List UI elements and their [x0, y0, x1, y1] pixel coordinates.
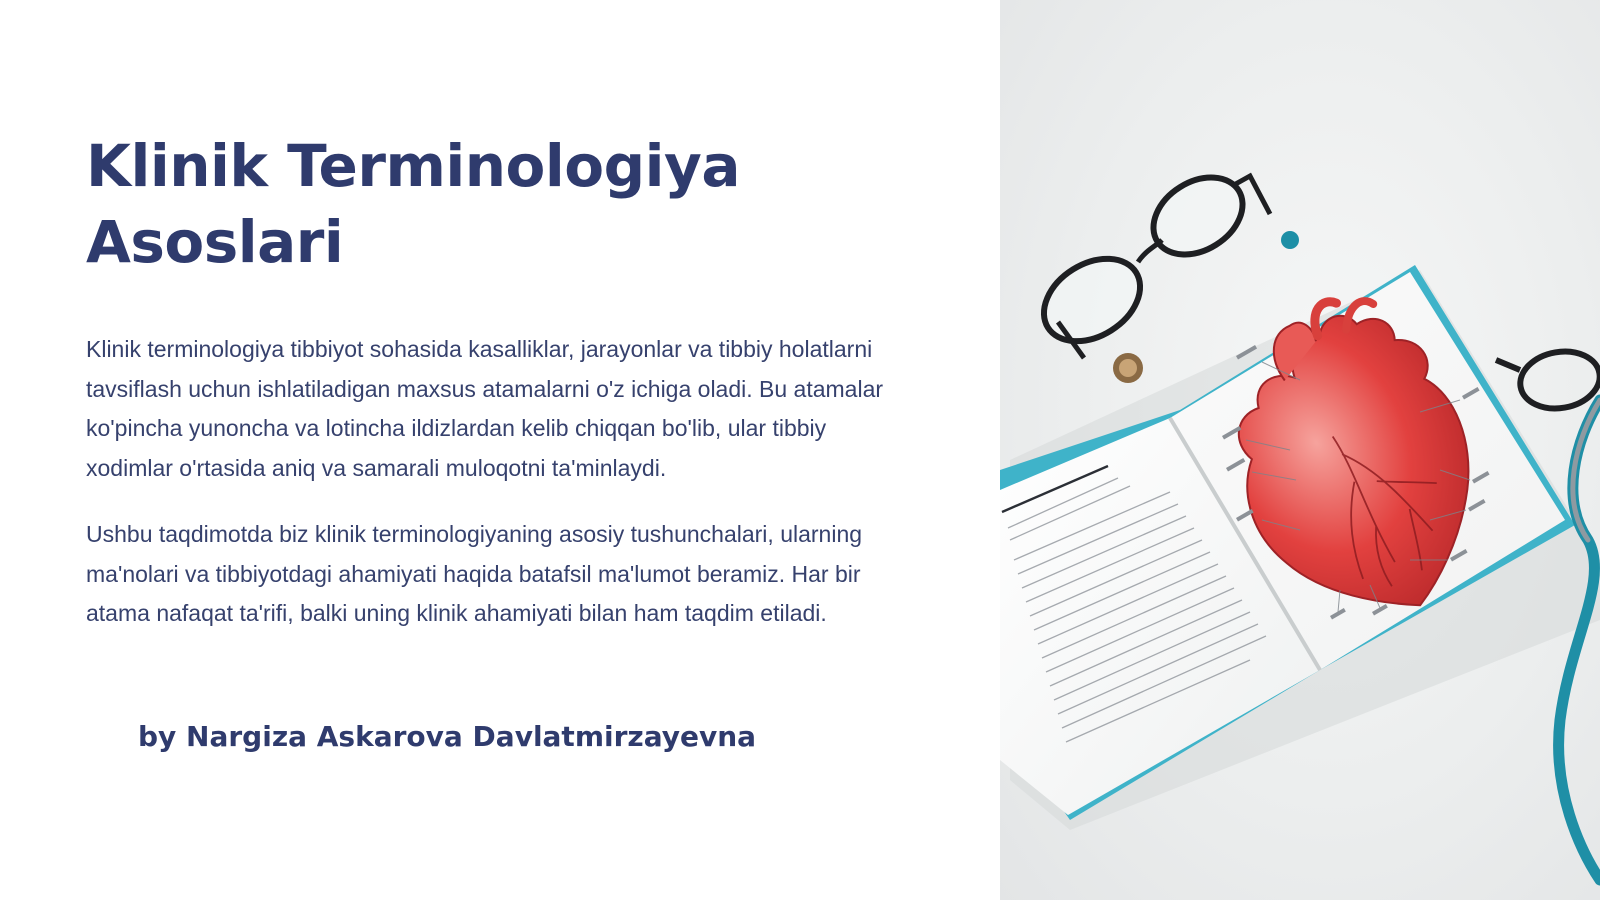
title-line-2: Asoslari [86, 208, 344, 276]
intro-paragraph: Klinik terminologiya tibbiyot sohasida kasalliklar, jarayonlar va tibbiy holatlarni tavsiflash uchun ishlatiladigan maxsus atamalarni o'z ichiga oladi. Bu atamalar ko'pincha yunoncha va lotincha ildizlardan kelib chiqqan bo'lib, ular tibbiy xodimlar o'rtasida aniq va samarali muloqotni ta'minlaydi. [86, 336, 884, 481]
overview-paragraph: Ushbu taqdimotda biz klinik terminologiyaning asosiy tushunchalari, ularning ma'nolari va tibbiyotdagi ahamiyati haqida batafsil ma'lumot beramiz. Har bir atama nafaqat ta'rifi, balki uning klinik ahamiyati bilan ham taqdim etiladi. [86, 521, 863, 626]
text-column [86, 128, 906, 634]
medical-book-photo [1000, 0, 1600, 900]
author-byline: by Nargiza Askarova Davlatmirzayevna [138, 720, 757, 753]
medical-book-heart-illustration-icon [1000, 0, 1600, 900]
title-line-1: Klinik Terminologiya [86, 132, 740, 200]
eyeglasses [1029, 162, 1270, 358]
slide-title [86, 128, 906, 280]
stethoscope [1559, 400, 1600, 880]
